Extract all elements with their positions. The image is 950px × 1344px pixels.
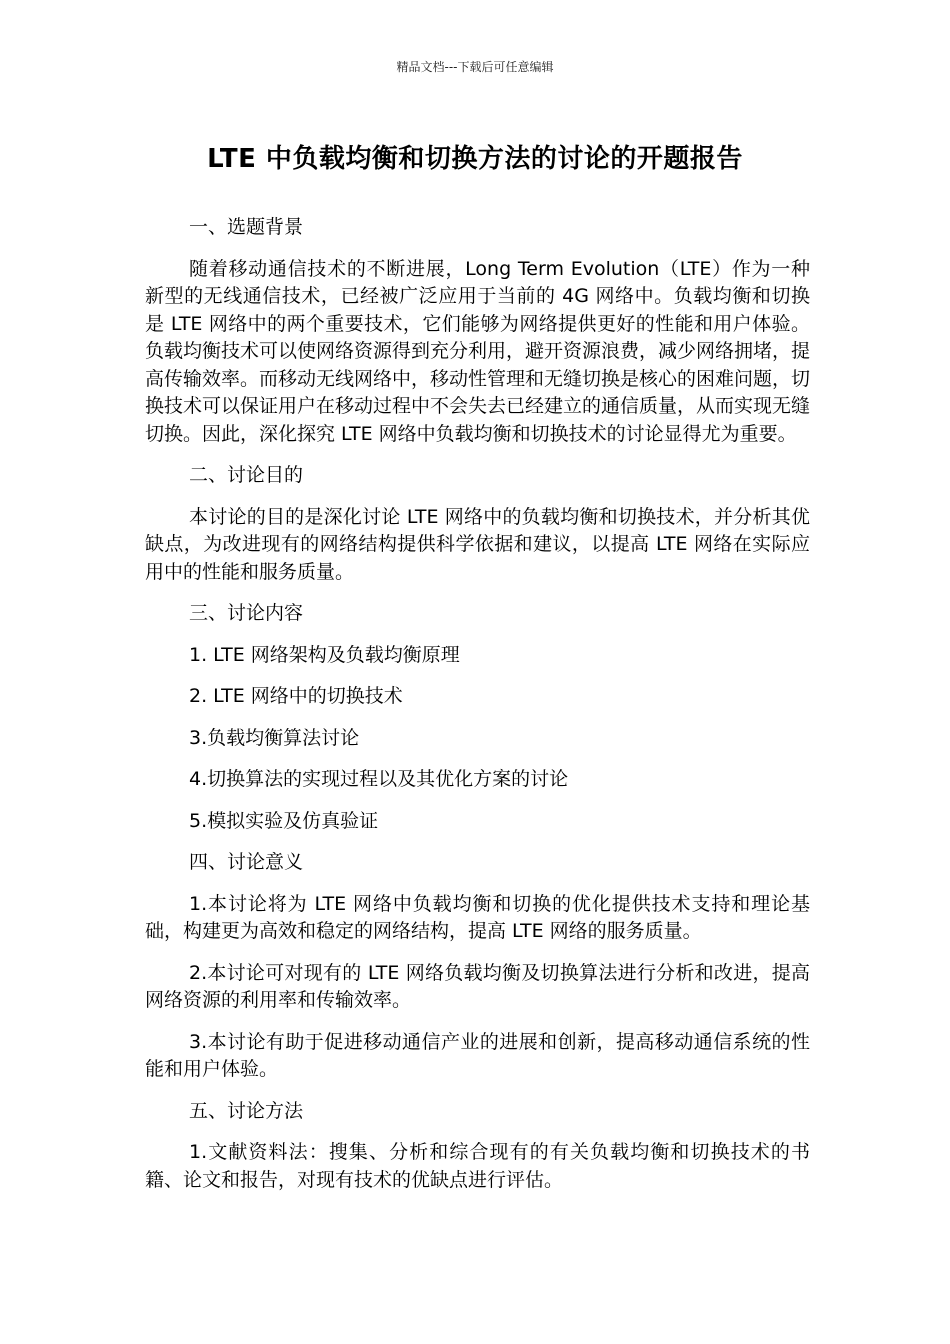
list-item: 1.本讨论将为 LTE 网络中负载均衡和切换的优化提供技术支持和理论基础，构建更为高效和稳定的网络结构，提高 LTE 网络的服务质量。 [145,892,810,942]
section-heading-background: 一、选题背景 [189,216,304,238]
list-item: 1. LTE 网络架构及负载均衡原理 [189,643,460,666]
section-heading-significance: 四、讨论意义 [189,851,304,873]
list-item: 5.模拟实验及仿真验证 [189,809,379,832]
header-note: 精品文档---下载后可任意编辑 [396,60,554,74]
list-item: 1.文献资料法：搜集、分析和综合现有的有关负载均衡和切换技术的书籍、论文和报告，对现有技术的优缺点进行评估。 [145,1141,810,1191]
list-item: 2. LTE 网络中的切换技术 [189,685,403,707]
section-heading-content: 三、讨论内容 [189,602,304,624]
list-item: 4.切换算法的实现过程以及其优化方案的讨论 [189,768,569,790]
document-title: LTE 中负载均衡和切换方法的讨论的开题报告 [207,144,743,174]
section-heading-method: 五、讨论方法 [189,1099,304,1122]
document-body [145,214,810,1208]
list-item: 3.本讨论有助于促进移动通信产业的进展和创新，提高移动通信系统的性能和用户体验。 [145,1030,810,1080]
section-heading-purpose: 二、讨论目的 [189,464,304,486]
list-item: 2.本讨论可对现有的 LTE 网络负载均衡及切换算法进行分析和改进，提高网络资源的利用率和传输效率。 [145,961,810,1011]
paragraph-background: 随着移动通信技术的不断进展，Long Term Evolution（LTE）作为一种新型的无线通信技术，已经被广泛应用于当前的 4G 网络中。负载均衡和切换是 LTE 网络中的两个重要技术，它们能够为网络提供更好的性能和用户体验。负载均衡技术可以使网络资源得到充分利用，避开资源浪费，减少网络拥堵，提高传输效率。而移动无线网络中，移动性管理和无缝切换是核心的困难问题，切换技术可以保证用户在移动过程中不会失去已经建立的通信质量，从而实现无缝切换。因此，深化探究 LTE 网络中负载均衡和切换技术的讨论显得尤为重要。 [145,257,811,445]
paragraph-purpose: 本讨论的目的是深化讨论 LTE 网络中的负载均衡和切换技术，并分析其优缺点，为改进现有的网络结构提供科学依据和建议，以提高 LTE 网络在实际应用中的性能和服务质量。 [145,505,810,583]
list-item: 3.负载均衡算法讨论 [189,726,360,749]
